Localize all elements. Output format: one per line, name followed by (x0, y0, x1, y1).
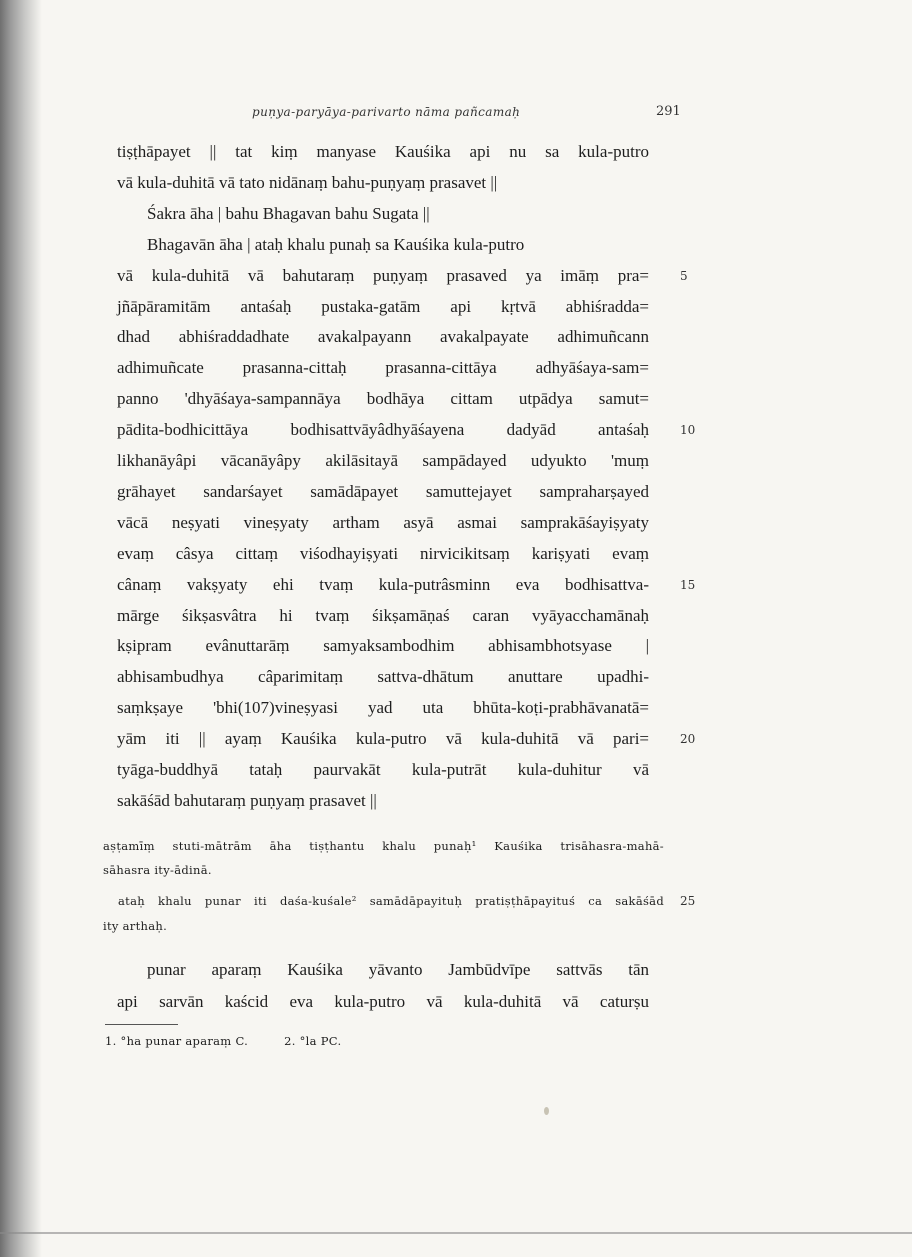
footnote-2: 2. °la PC. (284, 1034, 342, 1048)
footnote-rule (105, 1024, 178, 1025)
main-text-line (0, 384, 912, 414)
main-text-line-content: yām iti || ayaṃ Kauśika kula-putro vā kula-duhitā vā pari= (117, 729, 649, 748)
footnotes (105, 1034, 373, 1048)
main-text-line (0, 230, 912, 260)
main-text-line (0, 539, 912, 569)
main-text-line (0, 353, 912, 383)
main-text-line (0, 755, 912, 785)
continuation-line (0, 955, 912, 985)
main-text-line-content: panno 'dhyāśaya-sampannāya bodhāya cittam utpādya samut= (117, 389, 649, 408)
main-text-line (0, 508, 912, 538)
commentary-line (0, 889, 912, 913)
continuation-text: punar aparaṃ Kauśika yāvanto Jambūdvīpe sattvās tān (147, 960, 649, 979)
line-number: 15 (680, 578, 696, 592)
running-title: puṇya-paryāya-parivarto nāma pañcamaḥ (252, 105, 521, 119)
main-text-line (0, 631, 912, 661)
main-text-line (0, 322, 912, 352)
line-number: 20 (680, 732, 696, 746)
main-text-line (0, 601, 912, 631)
main-text-line (0, 168, 912, 198)
main-text-line (0, 261, 912, 291)
main-text-line-content: Bhagavān āha | ataḥ khalu punaḥ sa Kauśika kula-putro (147, 235, 525, 254)
main-text-line (0, 570, 912, 600)
main-text-line-content: adhimuñcate prasanna-cittaḥ prasanna-cittāya adhyāśaya-sam= (117, 358, 649, 377)
main-text-line-content: tiṣṭhāpayet || tat kiṃ manyase Kauśika api nu sa kula-putro (117, 142, 649, 161)
main-text-line (0, 786, 912, 816)
main-text-line (0, 693, 912, 723)
main-text-line-content: jñāpāramitām antaśaḥ pustaka-gatām api kṛtvā abhiśradda= (117, 297, 649, 316)
commentary-text: sāhasra ity-ādinā. (103, 863, 212, 877)
main-text-line (0, 662, 912, 692)
main-text-line (0, 137, 912, 167)
footnote-1: 1. °ha punar aparaṃ C. (105, 1034, 249, 1048)
main-text-line (0, 415, 912, 445)
main-text-line-content: sakāśād bahutaraṃ puṇyaṃ prasavet || (117, 791, 377, 810)
commentary-text: aṣṭamīṃ stuti-mātrām āha tiṣṭhantu khalu punaḥ¹ Kauśika trisāhasra-mahā- (103, 839, 664, 853)
continuation-text: api sarvān kaścid eva kula-putro vā kula-duhitā vā caturṣu (117, 992, 649, 1011)
main-text-line-content: vā kula-duhitā vā bahutaraṃ puṇyaṃ prasaved ya imāṃ pra= (117, 266, 649, 285)
main-text-line-content: vācā neṣyati vineṣyaty artham asyā asmai samprakāśayiṣyaty (117, 513, 649, 532)
page-number: 291 (656, 104, 681, 119)
commentary-text: ataḥ khalu punar iti daśa-kuśale² samādāpayituḥ pratiṣṭhāpayituś ca sakāśād (118, 894, 664, 908)
main-text-line-content: saṃkṣaye 'bhi(107)vineṣyasi yad uta bhūta-koṭi-prabhāvanatā= (117, 698, 649, 717)
paper-speck (544, 1107, 549, 1115)
main-text-line-content: grāhayet sandarśayet samādāpayet samuttejayet sampraharṣayed (117, 482, 649, 501)
main-text-line-content: abhisambudhya câparimitaṃ sattva-dhātum anuttare upadhi- (117, 667, 649, 686)
page-bottom-edge (0, 1232, 912, 1234)
commentary-line (0, 834, 912, 858)
commentary-line (0, 914, 912, 938)
main-text-line-content: vā kula-duhitā vā tato nidānaṃ bahu-puṇyaṃ prasavet || (117, 173, 498, 192)
main-text-line (0, 724, 912, 754)
main-text-line (0, 199, 912, 229)
main-text-line-content: likhanāyâpi vācanāyâpy akilāsitayā sampādayed udyukto 'muṃ (117, 451, 649, 470)
line-number: 25 (680, 894, 696, 908)
continuation-line (0, 987, 912, 1017)
main-text-line (0, 292, 912, 322)
main-text-line-content: evaṃ câsya cittaṃ viśodhayiṣyati nirvicikitsaṃ kariṣyati evaṃ (117, 544, 649, 563)
main-text-line-content: dhad abhiśraddadhate avakalpayann avakalpayate adhimuñcann (117, 327, 649, 346)
main-text-line-content: Śakra āha | bahu Bhagavan bahu Sugata || (147, 204, 430, 223)
main-text-line-content: tyāga-buddhyā tataḥ paurvakāt kula-putrāt kula-duhitur vā (117, 760, 649, 779)
main-text-line (0, 446, 912, 476)
main-text-line-content: cânaṃ vakṣyaty ehi tvaṃ kula-putrâsminn eva bodhisattva- (117, 575, 649, 594)
line-number: 10 (680, 423, 696, 437)
line-number: 5 (680, 269, 688, 283)
main-text-line-content: kṣipram evânuttarāṃ samyaksambodhim abhisambhotsyase | (117, 636, 649, 655)
main-text-line (0, 477, 912, 507)
commentary-text: ity arthaḥ. (103, 919, 168, 933)
main-text-line-content: pādita-bodhicittāya bodhisattvāyâdhyāśayena dadyād antaśaḥ (117, 420, 649, 439)
main-text-line-content: mārge śikṣasvâtra hi tvaṃ śikṣamāṇaś caran vyāyacchamānaḥ (117, 606, 649, 625)
commentary-line (0, 858, 912, 882)
